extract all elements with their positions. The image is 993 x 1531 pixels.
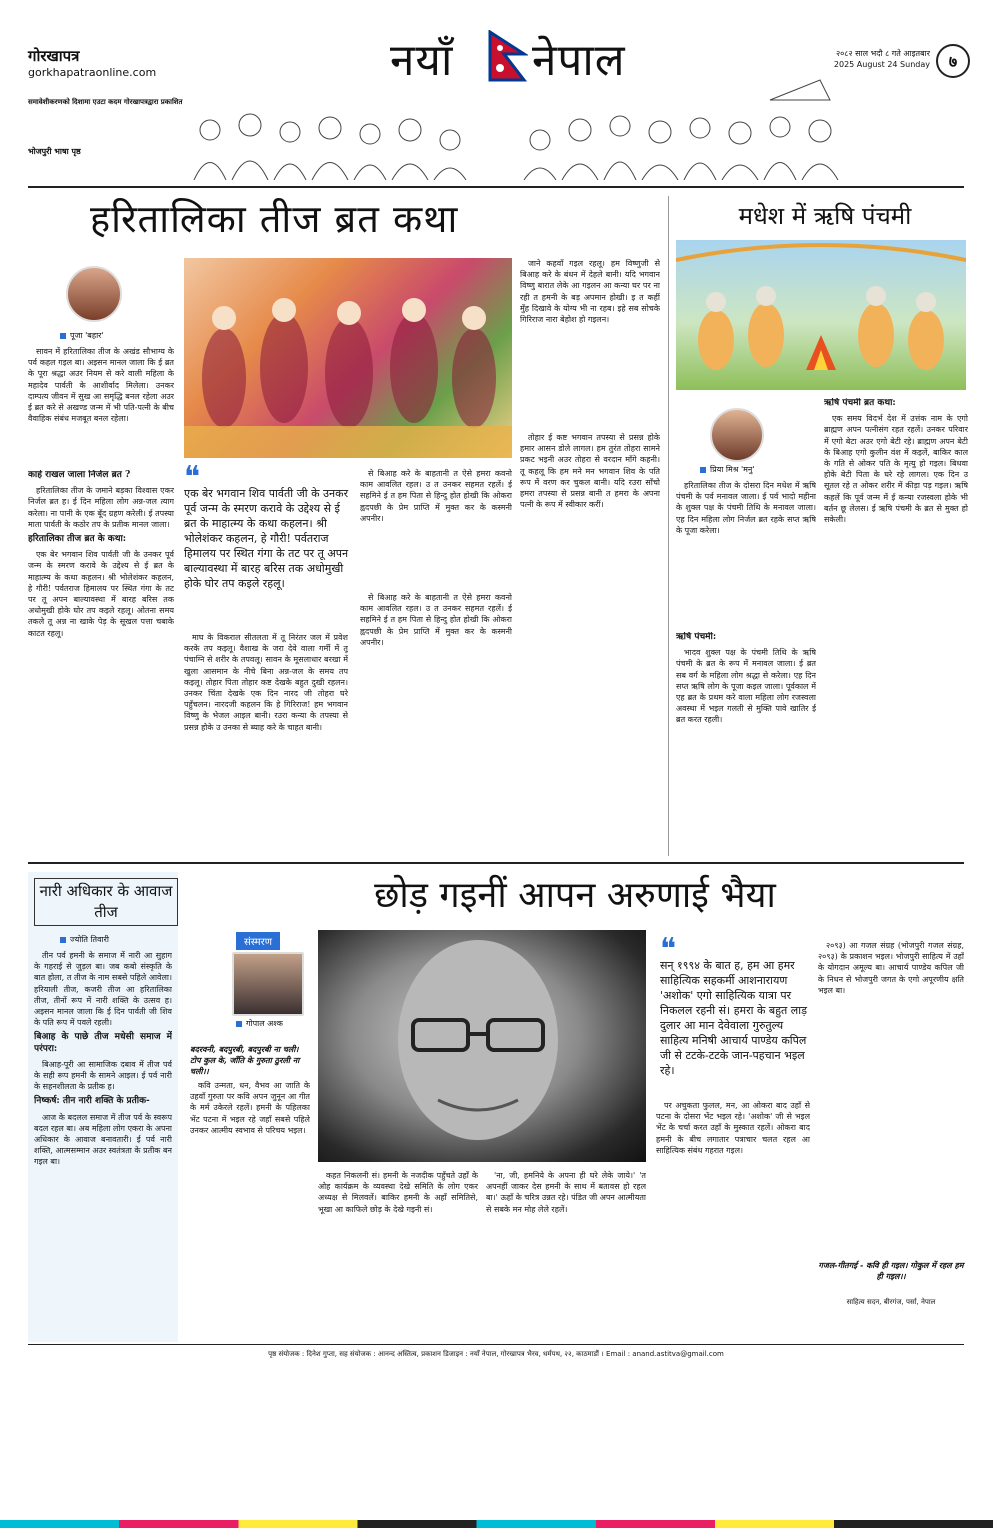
nari-subhead-1: बिआह के पाछे तीज मधेसी समाज में परंपरा: xyxy=(34,1032,172,1054)
teej-col4b xyxy=(360,592,512,852)
main-pullquote-text: सन् १९९४ के बात ह, हम आ हमर साहित्यिक सहकर्मी आशनारायण 'अशोक' एगो साहित्यिक यात्रा पर निकलल रहनी सं। हमरा के बहुत लाड़ दुलार आ मान देवेवाला गुरुतुल्य साहित्य मनिषी आचार्य पाण्डेय कपिल जी से टटके-टटके जान-पहचान भइल रहे। xyxy=(660,959,807,1077)
rishi-col3-text: एक समय विदर्भ देश में उत्तंक नाम के एगो ब्राह्मण अपन पत्नीसंग रहत रहलें। उनकर परिवार में एगो बेटा अउर एगो बेटी रहे। ब्राह्मण अपन बेटी के बिआह एगो कुलीन वंश में कइलें, बाकिर काल के गति से ओकर पति के मृत्यु हो गइल। बिधवा होके बेटी पिता के घरे रहे लागल। एक दिन उ सूतल रहे त ओकर शरीर में कीड़ा पड़ गइल। ऋषि कहलें कि पूर्व जन्म में ई कन्या रजस्वला होके भी बर्तन छू लेलस। ई ऋषि पंचमी के ब्रत से मुक्त हो सकेली। xyxy=(824,414,968,525)
nari-col xyxy=(34,950,172,1335)
masthead-title-left: नयाँ xyxy=(390,35,454,86)
website-link[interactable]: gorkhapatraonline.com xyxy=(28,66,157,79)
footer-credits: पृष्ठ संयोजक : दिनेश गुप्ता, सह संयोजक : आनन्द अस्तित्व, प्रकाशन डिजाइन : नयाँ नेपाल, गोरखापत्र भैरव, धर्मपथ, २२, काठमाडौं । Email : anand.astitva@gmail.com xyxy=(268,1350,724,1358)
teej-col5 xyxy=(520,258,660,428)
main-author: गोपाल अश्क xyxy=(246,1019,283,1028)
paper-logo: गोरखापत्र xyxy=(28,47,80,65)
rishi-intro xyxy=(676,480,816,630)
masthead-title-right: नेपाल xyxy=(532,35,626,86)
teej-col4 xyxy=(360,468,512,588)
tagline: समावेशीकरणको दिशामा एउटा कदम गोरखापत्रद्वारा प्रकाशित xyxy=(28,98,183,106)
nari-sub2-text: आज के बदलल समाज में तीज पर्व के स्वरूप बदल रहल बा। अब महिला लोग एकरा के अपना अधिकार के आवाज बनावतारी। ई पर्व नारी शक्ति, आत्मसम्मान अउर स्वतंत्रता के प्रतीक बन गइल बा। xyxy=(34,1112,172,1167)
page-number: ७ xyxy=(936,44,970,78)
memoir-label: संस्मरण xyxy=(236,932,280,950)
nepal-flag-icon xyxy=(488,30,528,86)
nari-byline xyxy=(60,934,109,945)
main-col2 xyxy=(318,1170,478,1320)
teej-photo xyxy=(184,258,512,458)
main-col5-text: २०९३) आ गजल संग्रह (भोजपुरी गजल संग्रह, २०९३) के प्रकाशन भइल। भोजपुरी साहित्य में उहाँ के योगदान अमूल्य बा। आचार्य पाण्डेय कपिल जी के निधन से भोजपुरी जगत के एगो अपूरणीय क्षति भइल बा। xyxy=(818,941,964,995)
teej-intro xyxy=(28,346,174,458)
rishi-byline xyxy=(700,464,755,475)
teej-col6-text: तोहार ई कष्ट भगवान तपस्या से प्रसन्न होके हमार आसन डोले लागल। हम तुरंत तोहरा सामने प्रकट भइनी अउर तोहरा से वरदान माँगे कहनी। तू कहलू कि हम मने मन भगवान शिव के पति रूप में वरण कर चुकल बानी। यदि रउरा साँचो हमरा तपस्या से प्रसन्न बानी त हमरा के अपना पत्नी के रूप में स्वीकार करीं। xyxy=(520,433,660,510)
byline-marker-icon xyxy=(236,1021,242,1027)
footer-rule xyxy=(28,1344,964,1345)
crowd-illustration xyxy=(180,70,860,180)
byline-marker-icon xyxy=(60,333,66,339)
rishi-subhead-2: ऋषि पंचमी: xyxy=(676,632,717,642)
quote-mark-icon: ❝ xyxy=(184,460,201,495)
main-col5 xyxy=(818,940,964,1240)
date-english: 2025 August 24 Sunday xyxy=(833,60,930,69)
nari-title: नारी अधिकार के आवाज तीज xyxy=(34,878,178,926)
date-nepali: २०८२ साल भदौ ८ गते आइतबार xyxy=(835,49,930,58)
main-title: छोड़ गइनीं आपन अरुणाई भैया xyxy=(374,875,776,916)
main-col3 xyxy=(486,1170,646,1320)
nari-col1-text: तीन पर्व हमनी के समाज में नारी आ सुहाग के गहराई से जुड़ल बा। जब कबो संस्कृति के बात होला, त तीज के नाम सबसे पहिले आवेला। हरियाली तीज, कजरी तीज आ हरितालिका तीज, तीनों रूप में नारी शक्ति के उत्सव ह। अइसन मानल जाला कि ई दिन पार्वती जी शिव के पति रूप में पवले रहली। xyxy=(34,951,172,1028)
section-label: भोजपुरी भाषा पृष्ठ xyxy=(28,147,81,156)
main-col1 xyxy=(190,1080,310,1320)
rishi-subhead-1: ऋषि पंचमी ब्रत कथा: xyxy=(824,398,896,408)
teej-pullquote xyxy=(184,460,352,591)
main-byline xyxy=(236,1018,283,1029)
byline-marker-icon xyxy=(700,467,706,473)
author-photo-main xyxy=(232,952,304,1016)
quote-mark-icon: ❝ xyxy=(660,932,677,967)
main-col4-text: पर अचुकता फुलल, मन, आ ओकरा बाद उहाँ से पटना के दोसरा भेंट भइल रहे। 'अशोक' जी से भइल भेंट के चर्चा करत उहाँ के मुस्कात रहलें। ओकरा बाद हमनी के बीच लगातार पत्राचार चलत रहल आ साहित्यिक संबंध गहरात गइल। xyxy=(656,1101,810,1155)
main-col1-text: कवि उन्मता, धन, वैभव आ जाति के उहवाँ गुरुता पर कवि अपन जुनून आ गीत के मर्म उकेरले रहलें। हमनी के पहिलका भेंट पटना में भइल रहे जहाँ सबसे पहिले उनकर आत्मीय स्वभाव से परिचय भइल। xyxy=(190,1081,310,1135)
rishi-author: प्रिया मिश्र 'मनु' xyxy=(710,465,755,474)
main-col3-text: 'ना, जी, हमनिये के अपना ही घरे लेके जाये।' 'त अपनहीं जाकर देस हमनी के साथ में बतावस हो रहल बा।' ऊहाँ के चरित्र उन्नत रहे। पंडित जी अपन आत्मीयता से सबके मन मोह लेले रहलें। xyxy=(486,1171,646,1214)
rishi-col2 xyxy=(676,632,816,854)
main-pullquote xyxy=(660,932,810,1078)
nari-sub1-text: बिआह-पूरी आ सामाजिक दबाव में तीज पर्व के सही रूप हमनी के सामने आइल। ई पर्व नारी के सहनशीलता के प्रतीक ह। xyxy=(34,1059,172,1092)
author-photo-teej xyxy=(66,266,122,322)
rishi-title: मधेश में ऋषि पंचमी xyxy=(738,202,912,230)
teej-col3-text: माघ के विकराल सीतलता में तू निरंतर जल में प्रवेश करके तप कइलू। वैशाख के जरा देवे वाला गर्मी में तू पंचाग्नि से शरीर के तपवलू। सावन के मूसलाधार बरखा में खुला आसमान के नीचे बिना अन्न-जल के समय तप कइलू। तोहार पिता तोहार कष्ट देखके बहुत दुखी रहलन। उनकर चिंता देखके एक दिन नारद जी तोहरा घरे पहुँचलन। नारदजी कहलन कि हे गिरिराज! हम भगवान विष्णु के भेजल आइल बानी। रउरा कन्या के तपस्या से प्रसन्न होके उ उनका से ब्याह करे के चाहत बानी। xyxy=(184,633,348,732)
teej-col4-text: से बिआह करे के बाहतानी त ऐसे हमरा कवनो काम आवलित रहल। उ त उनकर सहमत रहलें। ई सहमिने ई त हम पिता से हिन्दु होत होखी कि ओकरा ह्वदपछी के प्रेम प्राप्ति में मुक्त कर के कस्मनी अपनीर। xyxy=(360,469,512,523)
rishi-photo xyxy=(676,240,966,390)
teej-col1 xyxy=(28,470,174,850)
main-col2-text: कहत निकलनी सं। हमनी के नजदीक पहुँचते उहाँ के ओह कार्यक्रम के व्यवस्था देखे समिति के लोग एकर अध्यक्ष से मिलवलें। बाकिर हमनी के अहाँ समितिसे, भूखा आ काफिले छोड़ के देखे गइनी सं। xyxy=(318,1171,478,1214)
byline-marker-icon xyxy=(60,937,66,943)
rishi-col2-text: भादव शुक्ल पक्ष के पंचमी तिथि के ऋषि पंचमी के ब्रत के रूप में मनावल जाला। ई ब्रत सब वर्ग के महिला लोग श्रद्धा से करेला। एह दिन सप्त ऋषि लोग के पूजा कइल जाला। पूर्वकाल में एह ब्रत के प्रथम करे वाला महिला लोग रजस्वला अवस्था में भइल गलती से मुक्ति पावे खातिर ई ब्रत करत रहली। xyxy=(676,648,816,725)
registration-colorbar xyxy=(0,1520,993,1528)
closing-verse: गजल-गीतगई - कवि ही गइल। गोकुल में रहल हम ही गइल।। xyxy=(818,1260,964,1281)
teej-subhead-2: हरितालिका तीज ब्रत के कथा: xyxy=(28,534,127,545)
teej-subhead-1: काहे राखल जाला निर्जल ब्रत ? xyxy=(28,470,131,480)
masthead-rule xyxy=(28,186,964,188)
section-rule xyxy=(28,862,964,864)
teej-pullquote-text: एक बेर भगवान शिव पार्वती जी के उनकर पूर्व जन्म के स्मरण करावे के उद्देश्य से ई ब्रत के माहात्म्य के कथा कहलन। श्री भोलेशंकर कहलन, हे गौरी! पर्वतराज हिमालय पर स्थित गंगा के तट पर तू अपन बाल्यावस्था में बारह बरिस तक अधोमुखी होके घोर तप कइले रहलू। xyxy=(184,487,349,590)
main-portrait-photo xyxy=(318,930,646,1162)
teej-intro-text: सावन में हरितालिका तीज के अखंड सौभाग्य के पर्व कहल गइल बा। अइसन मानल जाला कि ई ब्रत के पूरा श्रद्धा अउर नियम से करे वाली महिला के महादेव पार्वती के आशीर्वाद मिलेला। उनकर दाम्पत्य जीवन में सुख आ समृद्धि बनल रहेला अउर ई ब्रत करे से अखण्ड जन्म में भी पति-पत्नी के बीच वैवाहिक संबंध मजबूत बनल रहेला। xyxy=(28,347,174,424)
teej-title: हरितालिका तीज ब्रत कथा xyxy=(90,197,459,241)
main-col4 xyxy=(656,1100,810,1320)
nari-subhead-2: निष्कर्ष: तीन नारी शक्ति के प्रतीक- xyxy=(34,1096,150,1107)
teej-sub1-text: हरितालिका तीज के जमाने बड़का विश्वास एकर निर्जल ब्रत ह। ई दिन महिला लोग अन्न-जल त्याग करेला। ना पानी के एक बूँद ग्रहण करेली। ई तपस्या माता पार्वती के कठोर तप के प्रतीक मानल जाला। xyxy=(28,486,174,529)
rishi-intro-text: हरितालिका तीज के दोसरा दिन मधेश में ऋषि पंचमी के पर्व मनावल जाला। ई पर्व भादो महीना के शुक्ल पक्ष के पंचमी तिथि के मनावल जाला। एह दिन महिला लोग निर्जल ब्रत रहके सप्त ऋषि के पूजा करेला। xyxy=(676,481,816,535)
column-divider xyxy=(668,196,669,856)
teej-col5-text: जाने कहवाँ गइल रहलू। हम विष्णुजी से बिआह करे के बंधन में देहले बानी। यदि भगवान विष्णु बारात लेके आ गइलन आ कन्या घर पर ना रही त हमनी के बड़ अपमान होखी। इ त कहीं मुँह दिखावे के योग्य भी ना रहब। इहे सब सोचके गिरिराज नारा बेहोश हो गइलन। xyxy=(520,259,660,325)
rishi-col3 xyxy=(824,398,968,854)
signoff: साहित्य सदन, बीरगंज, पर्सा, नेपाल xyxy=(846,1298,936,1306)
teej-col4b-text: से बिआह करे के बाहतानी त ऐसे हमरा कवनो काम आवलित रहल। उ त उनकर सहमत रहलें। ई सहमिने ई त हम पिता से हिन्दु होत होखी कि ओकरा ह्वदपछी के प्रेम प्राप्ति में मुक्त कर के कस्मनी अपनीर। xyxy=(360,593,512,647)
nari-author: ज्योति तिवारी xyxy=(70,935,109,944)
teej-sub2-text: एक बेर भगवान शिव पार्वती जी के उनकर पूर्व जन्म के स्मरण करावे के उद्देश्य से ई ब्रत के माहात्म्य के कथा कहलन। श्री भोलेशंकर कहलन, हे गौरी! पर्वतराज हिमालय पर स्थित गंगा के तट पर तू अपन बाल्यावस्था में बारह बरिस तक अधोमुखी होके घोर तप कइले रहलू। ओतना समय तकले तू अन्न ना खाके पेड़ के सूखल पत्ता चबाके काटत रहलू। xyxy=(28,550,174,638)
teej-col3 xyxy=(184,632,348,852)
teej-col6 xyxy=(520,432,660,852)
teej-byline xyxy=(60,330,104,341)
author-photo-rishi xyxy=(710,408,764,462)
teej-author: पूजा 'बहार' xyxy=(70,331,104,340)
main-verse: बदरवनी, बदपुरबी, बदपुरबी ना चली। टोप कुल के, जाँति के गुरुता ठुरली ना चली।। xyxy=(190,1044,300,1076)
